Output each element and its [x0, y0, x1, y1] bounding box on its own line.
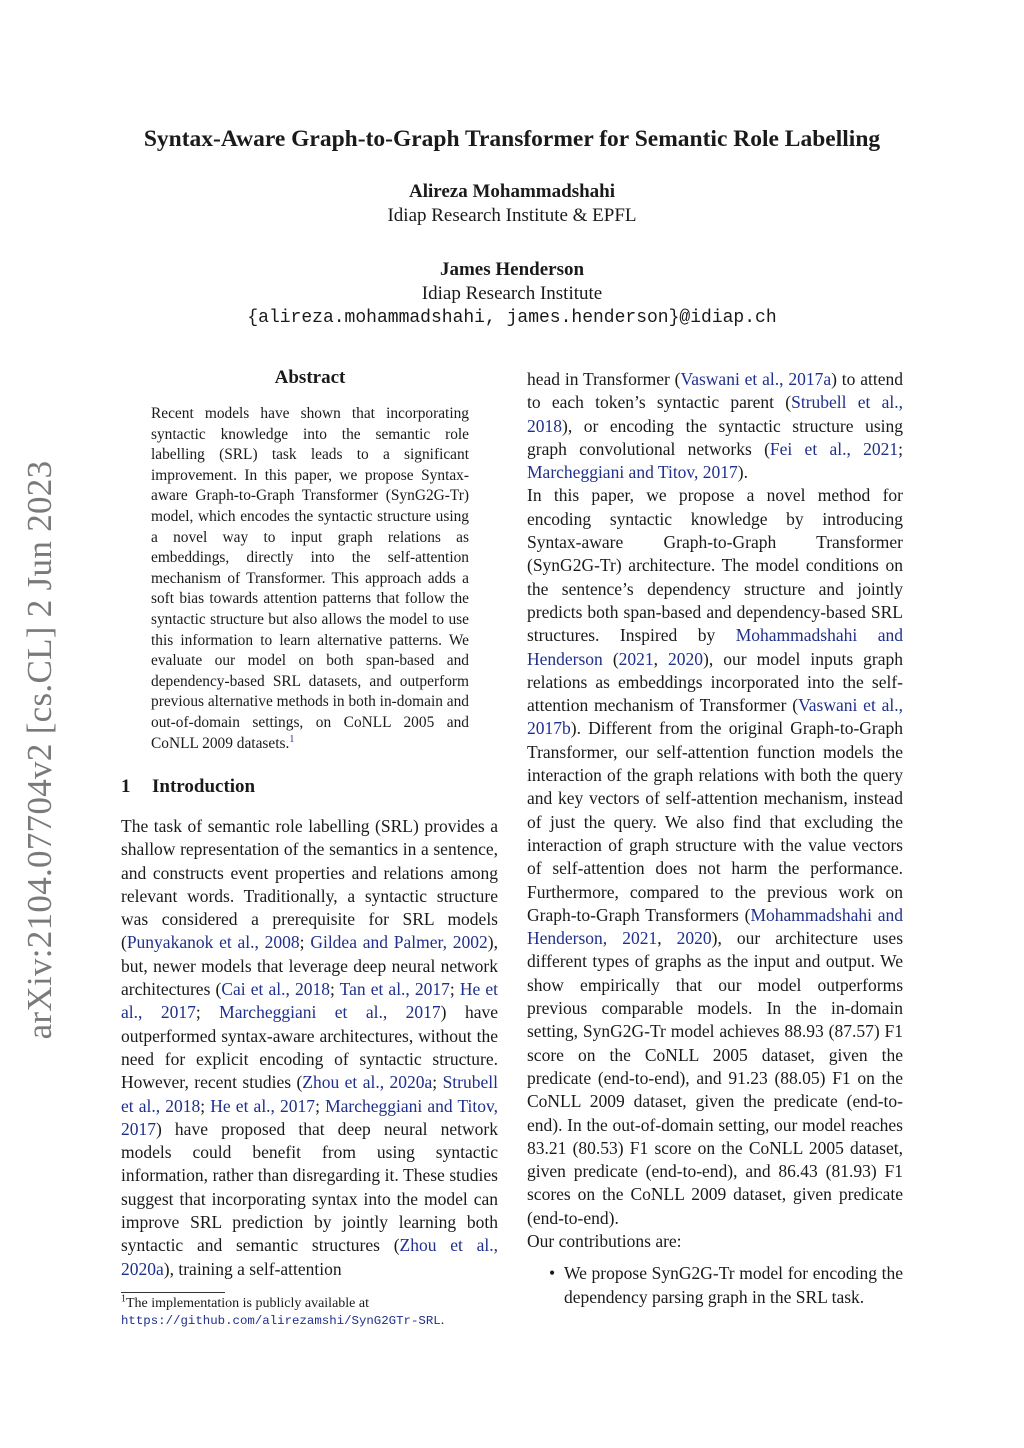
arxiv-identifier [8, 450, 72, 1050]
citation-link[interactable]: Marcheggiani et al., 2017 [219, 1002, 441, 1023]
footnote-end: . [440, 1313, 445, 1328]
body-text: In this paper, we propose a novel method for encoding syntactic knowledge by introducing Syntax-aware Graph-to-Graph Transformer (SynG2G-Tr) architecture. The model conditions on the sentence’s dependency structure and jointly predicts both span-based and dependency-based SRL structures. Inspired by [527, 485, 903, 646]
intro-paragraph-continued [527, 368, 903, 484]
author-block-2 [0, 258, 1024, 330]
author-block-1 [0, 180, 1024, 228]
section-title: Introduction [152, 776, 256, 797]
section-heading-introduction [121, 776, 255, 798]
body-text: ), but, newer models that leverage deep neural network architectures ( [121, 932, 498, 1000]
body-text: ; [195, 1002, 220, 1023]
body-text: ; [299, 932, 311, 953]
citation-link[interactable]: Vaswani et al., 2017a [680, 369, 832, 389]
contributions-list [527, 1262, 903, 1309]
contributions-intro: Our contributions are: [527, 1230, 682, 1251]
body-text: ), our architecture uses different types of graphs as the input and output. We show empirically that our model outperforms previous comparable models. In the in-domain setting, SynG2G-Tr model achieves 88.93 (87.57) F1 score on the CoNLL 2005 dataset, given the predicate (end-to-end), and 91.23 (88.05) F1 on the CoNLL 2009 dataset, given the predicate (end-to-end). In the out-of-domain setting, our model reaches 83.21 (80.53) F1 score on the CoNLL 2005 dataset, given predicate (end-to-end), and 86.43 (81.93) F1 scores on the CoNLL 2009 dataset, given predicate (end-to-end). [527, 928, 904, 1228]
body-text: ; [898, 438, 903, 459]
body-text: ) have proposed that deep neural network models could benefit from using syntactic information, rather than disregarding it. These studies suggest that incorporating syntax into the model can improve SRL prediction by jointly learning both syntactic and semantic structures ( [121, 1118, 498, 1256]
abstract-section [151, 366, 469, 754]
citation-link[interactable]: Mohammadshahi and Henderson, 2021 [527, 904, 904, 949]
author-name: Alireza Mohammadshahi [408, 181, 615, 202]
body-text: ( [602, 648, 619, 669]
body-text: head in Transformer ( [527, 369, 681, 389]
body-text: , [657, 928, 677, 949]
citation-link[interactable]: Zhou et al., 2020a [302, 1072, 433, 1093]
citation-link[interactable]: Vaswani et al., 2017b [527, 695, 903, 739]
body-text: ) to attend to each token’s syntactic parent ( [527, 369, 903, 413]
citation-link[interactable]: Zhou et al., 2020a [121, 1235, 499, 1279]
citation-link[interactable]: Strubell et al., 2018 [121, 1072, 498, 1116]
body-text: ; [200, 1095, 211, 1116]
author-affiliation: Idiap Research Institute [421, 283, 603, 304]
citation-link[interactable]: Gildea and Palmer, 2002 [310, 932, 488, 953]
citation-link[interactable]: Marcheggiani and Titov, 2017 [527, 462, 738, 483]
body-text: ; [449, 979, 460, 1000]
footnote-url-link[interactable]: https://github.com/alirezamshi/SynG2GTr-SRL [121, 1314, 441, 1328]
body-text: ), or encoding the syntactic structure using graph convolutional networks ( [527, 415, 903, 459]
body-text: The task of semantic role labelling (SRL) provides a shallow representation of the semantics in a sentence, and constructs event properties and relations among relevant words. Traditionally, a syntactic structure was considered a prerequisite for SRL models ( [121, 816, 498, 953]
author-affiliation: Idiap Research Institute & EPFL [387, 205, 637, 226]
body-text: ), our model inputs graph relations as embeddings incorporated into the self-attention mechanism of Transformer ( [527, 648, 904, 716]
right-column [527, 368, 903, 1309]
footnote-mark: 1 [121, 1293, 126, 1305]
citation-link[interactable]: Tan et al., 2017 [339, 979, 450, 1000]
paper-title: Syntax-Aware Graph-to-Graph Transformer for Semantic Role Labelling [143, 126, 881, 152]
footnote-link[interactable]: 1 [289, 733, 295, 745]
body-text: ; [329, 979, 340, 1000]
arxiv-identifier-text: arXiv:2104.07704v2 [cs.CL] 2 Jun 2023 [20, 460, 59, 1040]
author-emails: {alireza.mohammadshahi, james.henderson}@idiap.ch [247, 308, 777, 328]
citation-link[interactable]: Cai et al., 2018 [221, 979, 330, 1000]
author-name: James Henderson [439, 259, 585, 280]
body-text: ). [737, 462, 748, 483]
contribution-item: • We propose SynG2G-Tr model for encoding the dependency parsing graph in the SRL task. [564, 1262, 903, 1309]
footnote-text: The implementation is publicly available at [126, 1296, 369, 1311]
abstract-text [151, 404, 469, 754]
citation-link[interactable]: He et al., 2017 [210, 1095, 316, 1116]
citation-link[interactable]: Punyakanok et al., 2008 [126, 932, 300, 953]
body-text: ; [315, 1095, 326, 1116]
citation-link[interactable]: He et al., 2017 [121, 979, 499, 1023]
abstract-heading: Abstract [274, 367, 346, 388]
body-text: ; [432, 1072, 443, 1093]
abstract-body-text: Recent models have shown that incorporating syntactic knowledge into the semantic role labelling (SRL) task leads to a significant improvement. In this paper, we propose Syntax-aware Graph-to-Graph Transformer (SynG2G-Tr) model, which encodes the syntactic structure using a novel way to input graph relations as embeddings, directly into the self-attention mechanism of Transformer. This approach adds a soft bias towards attention patterns that follow the syntactic structure but also allows the model to use this information to learn alternative patterns. We evaluate our model on both span-based and dependency-based SRL datasets, and outperform previous alternative methods in both in-domain and out-of-domain settings, on CoNLL 2005 and CoNLL 2009 datasets. [151, 405, 470, 752]
footnote [121, 1295, 498, 1330]
body-text: ), training a self-attention [163, 1258, 342, 1279]
proposal-paragraph [527, 484, 903, 1230]
citation-link[interactable]: Marcheggiani and Titov, 2017 [121, 1095, 498, 1139]
citation-link[interactable]: 2020 [668, 648, 704, 669]
citation-link[interactable]: 2020 [676, 928, 712, 949]
footnote-divider [121, 1292, 225, 1293]
body-text: ). Different from the original Graph-to-Graph Transformer, our self-attention function models the interaction of the graph relations with both the query and key vectors of self-attention mechanism, instead of just the query. We also find that excluding the interaction of graph structure with the value vectors of self-attention does not harm the performance. Furthermore, compared to the previous work on Graph-to-Graph Transformers ( [527, 718, 903, 925]
intro-paragraph [121, 815, 498, 1281]
citation-link[interactable]: 2021 [618, 648, 654, 669]
body-text: , [653, 648, 669, 669]
citation-link[interactable]: Fei et al., 2021 [769, 438, 899, 459]
section-number: 1 [121, 776, 131, 797]
citation-link[interactable]: Strubell et al., 2018 [527, 392, 903, 436]
citation-link[interactable]: Mohammadshahi and Henderson [527, 625, 903, 669]
body-text: ) have outperformed syntax-aware architectures, without the need for explicit encoding of syntactic structure. However, recent studies ( [121, 1002, 498, 1093]
